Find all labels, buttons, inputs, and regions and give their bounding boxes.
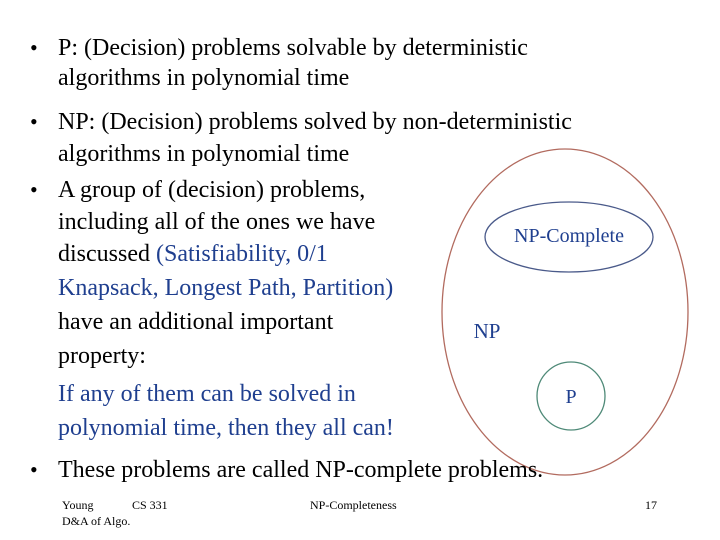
bullet-3-examples-end: Knapsack, Longest Path, Partition) (58, 275, 394, 301)
p-label: P (565, 386, 577, 408)
bullet-marker: • (30, 35, 38, 60)
bullet-2-line-2: algorithms in polynomial time (58, 141, 350, 167)
bullet-3-line-1: A group of (decision) problems, (58, 177, 366, 203)
footer-course: CS 331 (132, 498, 168, 512)
bullet-3-line-5: have an additional important (58, 309, 334, 335)
footer-title: NP-Completeness (310, 498, 397, 512)
footer-page-number: 17 (645, 498, 657, 512)
bullet-1-line-1: P: (Decision) problems solvable by deterministic (58, 35, 528, 61)
bullet-3-line-3 (58, 240, 328, 268)
bullet-3-line-6: property: (58, 343, 146, 369)
bullet-3-discussed: discussed (58, 241, 150, 267)
bullet-3-examples-start: (Satisfiability, 0/1 (156, 241, 328, 267)
bullet-4-line-1: These problems are called NP-complete problems. (58, 457, 544, 483)
bullet-3-line-2: including all of the ones we have (58, 209, 376, 235)
np-set-outline (442, 149, 688, 475)
footer-subject: D&A of Algo. (62, 514, 131, 528)
bullet-marker: • (30, 177, 38, 202)
np-label: NP (473, 319, 501, 343)
bullet-marker: • (30, 457, 38, 482)
np-complete-label: NP-Complete (514, 225, 624, 247)
bullet-marker: • (30, 109, 38, 134)
footer-author: Young (62, 498, 94, 512)
bullet-2-line-1: NP: (Decision) problems solved by non-deterministic (58, 109, 572, 135)
bullet-3-key-property-2: polynomial time, then they all can! (58, 415, 394, 441)
bullet-1-line-2: algorithms in polynomial time (58, 65, 350, 91)
bullet-3-key-property-1: If any of them can be solved in (58, 381, 356, 407)
